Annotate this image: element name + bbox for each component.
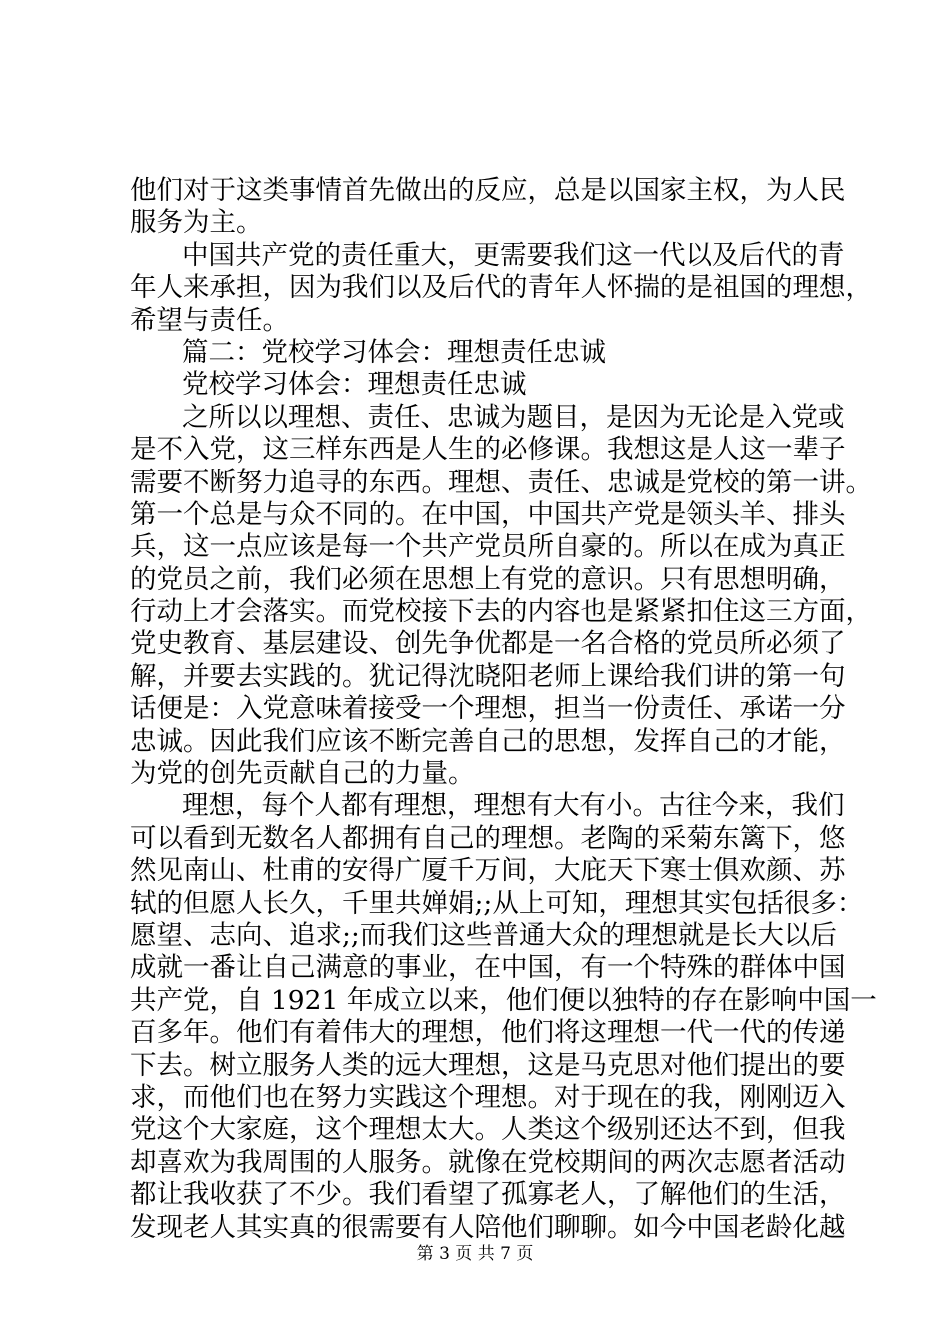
text-line: 第一个总是与众不同的。在中国，中国共产党是领头羊、排头 xyxy=(130,498,846,530)
text-line: 发现老人其实真的很需要有人陪他们聊聊。如今中国老龄化越 xyxy=(130,1211,846,1243)
text-line: 忠诚。因此我们应该不断完善自己的思想，发挥自己的才能， xyxy=(130,725,846,757)
text-line: 党史教育、基层建设、创先争优都是一名合格的党员所必须了 xyxy=(130,628,846,660)
text-line: 兵，这一点应该是每一个共产党员所自豪的。所以在成为真正 xyxy=(130,531,846,563)
text-line: 需要不断努力追寻的东西。理想、责任、忠诚是党校的第一讲。 xyxy=(130,466,872,498)
text-line: 轼的但愿人长久，千里共婵娟;;从上可知，理想其实包括很多： xyxy=(130,887,864,919)
body-text xyxy=(130,175,877,1244)
text-line: 的党员之前，我们必须在思想上有党的意识。只有思想明确， xyxy=(130,563,846,595)
text-line: 可以看到无数名人都拥有自己的理想。老陶的采菊东篱下，悠 xyxy=(130,822,846,854)
paragraph-start-line: 之所以以理想、责任、忠诚为题目，是因为无论是入党或 xyxy=(182,401,845,433)
paragraph-start-line: 理想，每个人都有理想，理想有大有小。古往今来，我们 xyxy=(182,790,845,822)
page-footer: 第 3 页 共 7 页 xyxy=(416,1244,534,1264)
text-line: 行动上才会落实。而党校接下去的内容也是紧紧扣住这三方面， xyxy=(130,596,872,628)
text-line: 求，而他们也在努力实践这个理想。对于现在的我，刚刚迈入 xyxy=(130,1081,846,1113)
article-title: 党校学习体会：理想责任忠诚 xyxy=(182,369,527,401)
text-line: 却喜欢为我周围的人服务。就像在党校期间的两次志愿者活动 xyxy=(130,1146,846,1178)
text-line: 百多年。他们有着伟大的理想，他们将这理想一代一代的传递 xyxy=(130,1017,846,1049)
text-line: 下去。树立服务人类的远大理想，这是马克思对他们提出的要 xyxy=(130,1049,846,1081)
text-line: 希望与责任。 xyxy=(130,304,289,336)
text-line: 然见南山、杜甫的安得广厦千万间，大庇天下寒士俱欢颜、苏 xyxy=(130,855,846,887)
section-heading: 篇二：党校学习体会：理想责任忠诚 xyxy=(182,336,606,368)
text-line: 为党的创先贡献自己的力量。 xyxy=(130,758,475,790)
text-line: 愿望、志向、追求;;而我们这些普通大众的理想就是长大以后 xyxy=(130,919,837,951)
text-line: 党这个大家庭，这个理想太大。人类这个级别还达不到，但我 xyxy=(130,1114,846,1146)
text-line: 共产党，自 1921 年成立以来，他们便以独特的存在影响中国一 xyxy=(130,984,877,1016)
text-line: 成就一番让自己满意的事业，在中国，有一个特殊的群体中国 xyxy=(130,952,846,984)
text-line: 话便是：入党意味着接受一个理想，担当一份责任、承诺一分 xyxy=(130,693,846,725)
paragraph-start-line: 中国共产党的责任重大，更需要我们这一代以及后代的青 xyxy=(182,239,845,271)
text-line: 服务为主。 xyxy=(130,207,263,239)
text-line: 解，并要去实践的。犹记得沈晓阳老师上课给我们讲的第一句 xyxy=(130,660,846,692)
text-line: 他们对于这类事情首先做出的反应，总是以国家主权，为人民 xyxy=(130,175,846,206)
text-line: 年人来承担，因为我们以及后代的青年人怀揣的是祖国的理想， xyxy=(130,272,872,304)
text-line: 都让我收获了不少。我们看望了孤寡老人，了解他们的生活， xyxy=(130,1179,846,1211)
text-line: 是不入党，这三样东西是人生的必修课。我想这是人这一辈子 xyxy=(130,434,846,466)
